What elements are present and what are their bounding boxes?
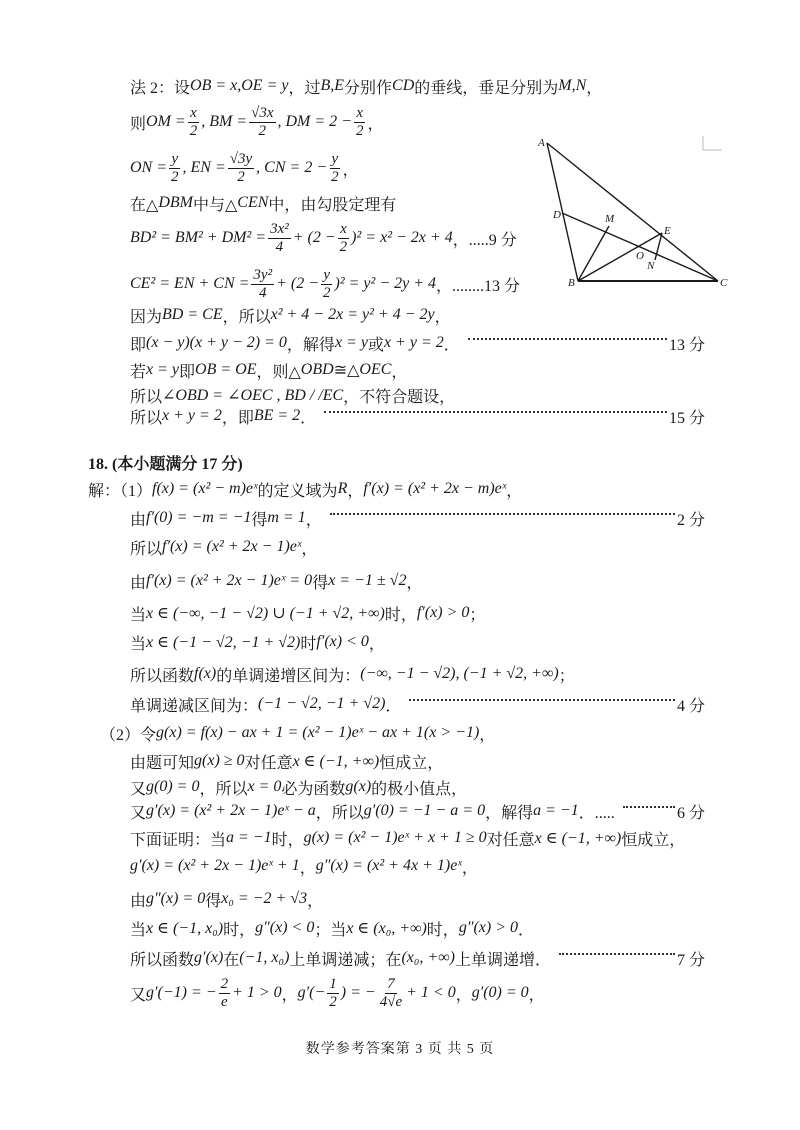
text-run: 18. (本小题满分 17 分) xyxy=(88,455,243,473)
text-run: ， xyxy=(391,363,408,381)
math-expression: BD = CE xyxy=(162,306,223,323)
text-run: 的极小值点， xyxy=(371,780,468,798)
text-run: 由题可知 xyxy=(130,754,195,772)
fraction-denominator: 2 xyxy=(339,238,348,255)
fraction-numerator: x xyxy=(356,104,364,121)
text-run: 当 xyxy=(130,606,147,624)
fraction xyxy=(268,221,291,256)
text-run: ， xyxy=(528,986,545,1004)
math-expression: BD² = BM² + DM² = xyxy=(130,229,267,246)
score-label: 7 分 xyxy=(676,951,705,969)
math-expression: g′(x) = (x² + 2x − 1)eˣ − a xyxy=(146,802,316,819)
text-run: 所以函数 xyxy=(130,667,195,685)
fraction-numerator: √3x xyxy=(251,104,274,121)
text-run: ． xyxy=(443,336,460,354)
text-run: 所以函数 xyxy=(130,951,195,969)
math-expression: g′(−1) = − xyxy=(146,984,217,1001)
label-C: C xyxy=(720,277,728,289)
math-expression: + 1 > 0 xyxy=(232,984,282,1001)
line-text xyxy=(130,855,478,878)
label-O: O xyxy=(636,250,644,262)
text-run: 解：（1） xyxy=(88,482,153,500)
line-text xyxy=(130,405,316,428)
fraction xyxy=(228,151,254,186)
math-expression: g′(x) xyxy=(194,949,224,966)
math-expression: (x − y)(x + y − 2) = 0 xyxy=(146,334,287,351)
solution-line xyxy=(130,973,545,1013)
math-expression: g(x) = f(x) − ax + 1 = (x² − 1)eˣ − ax + 1(x > −1) xyxy=(156,724,480,741)
line-text xyxy=(130,75,602,98)
text-run: 得 xyxy=(251,511,268,529)
math-expression: , EN = xyxy=(182,159,226,176)
text-run: 下面证明：当 xyxy=(130,831,227,849)
fraction xyxy=(329,151,341,186)
text-run: 所以 xyxy=(130,388,163,406)
text-run: ， xyxy=(299,859,316,877)
math-expression: )² = x² − 2x + 4 xyxy=(351,229,453,246)
math-expression: )² = y² − 2y + 4 xyxy=(334,275,437,292)
line-text xyxy=(130,663,575,686)
math-expression: + 1 < 0 xyxy=(406,984,456,1001)
math-expression: (−1 − √2, −1 + √2) xyxy=(258,695,386,712)
text-run: 由 xyxy=(130,511,147,529)
text-run: 又 xyxy=(130,986,147,1004)
math-expression: OBD xyxy=(300,361,334,378)
fraction-numerator: 3x² xyxy=(270,220,289,237)
math-expression: , DM = 2 − xyxy=(277,113,352,130)
text-run: ， xyxy=(455,986,472,1004)
math-expression: a = −1 xyxy=(226,829,272,846)
math-expression: g′(x) = (x² + 2x − 1)eˣ + 1 xyxy=(130,857,300,874)
text-run: ； xyxy=(469,606,486,624)
text-run: ，.....9 分 xyxy=(452,231,517,249)
fraction xyxy=(219,976,231,1011)
label-A: A xyxy=(538,137,545,149)
text-run: 若 xyxy=(130,363,147,381)
math-expression: x ∈ (−1 − √2, −1 + √2) xyxy=(146,634,301,651)
math-expression: m = 1 xyxy=(267,509,306,526)
text-run: 的单调递增区间为： xyxy=(216,667,361,685)
fraction-denominator: 2 xyxy=(189,122,198,139)
text-run: ， xyxy=(479,726,496,744)
dot-leader xyxy=(468,338,667,340)
segment-BE xyxy=(578,233,662,281)
text-run: ≅△ xyxy=(333,362,360,379)
math-expression: R xyxy=(337,480,348,497)
text-run: 上单调递增． xyxy=(454,951,551,969)
text-run: ， xyxy=(461,859,478,877)
text-run: （2）令 xyxy=(100,726,157,744)
text-run: ． xyxy=(300,409,317,427)
line-text xyxy=(130,192,396,215)
text-run: 单调递减区间为： xyxy=(130,697,259,715)
math-expression: ∠OBD = ∠OEC , BD / /EC xyxy=(162,387,344,404)
math-expression: CEN xyxy=(237,194,269,211)
math-expression: x ∈ (−1, +∞) xyxy=(534,830,622,847)
fraction-denominator: 4√e xyxy=(379,993,403,1010)
fraction-denominator: 2 xyxy=(355,122,364,139)
fraction-denominator: 4 xyxy=(275,238,284,255)
text-run: ， xyxy=(367,115,384,133)
label-B: B xyxy=(568,277,575,289)
solution-line xyxy=(130,66,602,106)
solution-line xyxy=(130,148,359,188)
line-text xyxy=(130,917,534,940)
text-run: ，所以 xyxy=(199,780,248,798)
fraction-numerator: 7 xyxy=(387,975,395,992)
text-run: 又 xyxy=(130,804,147,822)
text-run: 因为 xyxy=(130,308,163,326)
score-label: 15 分 xyxy=(668,409,705,427)
line-text xyxy=(130,221,517,256)
label-N: N xyxy=(647,260,655,272)
fraction-denominator: 2 xyxy=(331,168,339,185)
math-expression: , CN = 2 − xyxy=(256,159,328,176)
math-expression: x ∈ (−∞, −1 − √2) ∪ (−1 + √2, +∞) xyxy=(146,605,385,622)
text-run: 法 2：设 xyxy=(130,79,191,97)
math-expression: f′(x) > 0 xyxy=(416,604,470,621)
fraction-numerator: 2 xyxy=(220,975,229,992)
text-run: 在△ xyxy=(130,196,159,214)
text-run: 时， xyxy=(384,606,417,624)
math-expression: g′(0) = −1 − a = 0 xyxy=(363,802,486,819)
score-label: 13 分 xyxy=(668,336,705,354)
text-run: 对任意 xyxy=(244,754,293,772)
math-expression: g(x) ≥ 0 xyxy=(194,752,245,769)
fraction-numerator: y xyxy=(171,150,179,167)
fraction-numerator: y xyxy=(331,150,339,167)
text-run: 当 xyxy=(130,921,147,939)
math-expression: BE = 2 xyxy=(253,407,301,424)
math-expression: M,N xyxy=(558,77,587,94)
math-expression: x = 0 xyxy=(247,778,282,795)
fraction xyxy=(188,105,200,140)
text-run: ，解得 xyxy=(286,336,335,354)
text-run: 由 xyxy=(130,574,147,592)
fraction-denominator: 2 xyxy=(329,993,337,1010)
line-text xyxy=(130,536,317,559)
math-expression: ) = − xyxy=(340,984,376,1001)
math-expression: f′(x) = (x² + 2x − m)eˣ xyxy=(363,480,507,497)
text-run: ， xyxy=(281,986,298,1004)
text-run: ， xyxy=(368,635,385,653)
dot-leader xyxy=(409,699,675,701)
dot-leader xyxy=(559,953,675,955)
math-expression: OEC xyxy=(359,361,392,378)
text-run: 又 xyxy=(130,780,147,798)
text-run: ， xyxy=(342,161,359,179)
math-expression: f(x) xyxy=(194,665,217,682)
text-run: ， xyxy=(347,482,364,500)
score-label: 4 分 xyxy=(676,697,705,715)
text-run: 得 xyxy=(205,892,222,910)
corner-mark xyxy=(703,136,722,150)
line-text xyxy=(130,105,384,140)
math-expression: ON = xyxy=(130,159,168,176)
fraction xyxy=(378,976,404,1011)
text-run: ．..... xyxy=(578,804,615,822)
text-run: 恒成立， xyxy=(379,754,444,772)
solution-line xyxy=(130,218,517,258)
math-expression: g′(− xyxy=(297,984,326,1001)
fraction-denominator: 2 xyxy=(171,168,179,185)
solution-line xyxy=(130,102,384,142)
text-run: ，........13 分 xyxy=(436,277,521,295)
text-run: 时 xyxy=(300,635,317,653)
line-text xyxy=(130,570,422,593)
text-run: ，则△ xyxy=(256,363,301,381)
fraction-denominator: e xyxy=(220,993,228,1010)
text-run: 即 xyxy=(179,363,196,381)
text-run: ，所以 xyxy=(315,804,364,822)
text-run: 在 xyxy=(223,951,240,969)
math-expression: OM = xyxy=(146,113,186,130)
math-expression: , BM = xyxy=(201,113,248,130)
math-expression: g(0) = 0 xyxy=(146,778,200,795)
score-label: 6 分 xyxy=(676,804,705,822)
solution-line xyxy=(130,396,705,436)
text-run: ， xyxy=(305,511,322,529)
math-expression: g″(x) = (x² + 4x + 1)eˣ xyxy=(315,857,462,874)
text-run: 时， xyxy=(271,831,304,849)
text-run: 分别作 xyxy=(344,79,393,97)
dot-leader xyxy=(623,806,675,808)
math-expression: f′(0) = −m = −1 xyxy=(146,509,252,526)
text-run: ， xyxy=(307,892,324,910)
math-expression: B,E xyxy=(320,77,345,94)
text-run: 即 xyxy=(130,336,147,354)
segment-DC xyxy=(562,213,718,281)
math-expression: x + y = 2 xyxy=(383,334,444,351)
solution-line xyxy=(130,183,396,223)
text-run: 的垂线，垂足分别为 xyxy=(414,79,559,97)
text-run: 当 xyxy=(130,635,147,653)
text-run: 中，由勾股定理有 xyxy=(268,196,397,214)
text-run: ，过 xyxy=(288,79,321,97)
text-run: ， xyxy=(434,308,451,326)
text-run: 所以 xyxy=(130,409,163,427)
math-expression: f′(x) = (x² + 2x − 1)eˣ = 0 xyxy=(146,572,313,589)
dot-leader xyxy=(330,513,675,515)
math-expression: f(x) = (x² − m)eˣ xyxy=(152,480,258,497)
text-run: ． xyxy=(385,697,402,715)
text-run: 对任意 xyxy=(486,831,535,849)
text-run: 中与△ xyxy=(192,196,238,214)
text-run: 上单调递减；在 xyxy=(289,951,402,969)
text-run: 或 xyxy=(367,336,384,354)
math-expression: g(x) = (x² − 1)eˣ + x + 1 ≥ 0 xyxy=(303,829,487,846)
text-run: ；当 xyxy=(314,921,347,939)
fraction xyxy=(327,976,339,1011)
math-expression: CE² = EN + CN = xyxy=(130,275,250,292)
math-expression: x ∈ (x₀, +∞) xyxy=(346,920,427,937)
fraction-numerator: y xyxy=(323,266,331,283)
fraction-denominator: 2 xyxy=(258,122,267,139)
fraction-numerator: 1 xyxy=(329,975,337,992)
math-expression: + (2 − xyxy=(276,275,319,292)
solution-line xyxy=(130,938,705,978)
math-expression: x = −1 ± √2 xyxy=(328,572,407,589)
dot-leader xyxy=(324,411,667,413)
fraction-numerator: x xyxy=(190,104,197,121)
text-run: ，解得 xyxy=(485,804,534,822)
fraction xyxy=(338,221,350,256)
math-expression: x₀ = −2 + √3 xyxy=(221,890,308,907)
text-run: 得 xyxy=(312,574,329,592)
math-expression: OB = x,OE = y xyxy=(190,77,289,94)
math-expression: CD xyxy=(392,77,415,94)
fraction xyxy=(169,151,181,186)
text-run: 恒成立， xyxy=(621,831,686,849)
math-expression: x² + 4 − 2x = y² + 4 − 2y xyxy=(270,306,435,323)
line-text xyxy=(130,976,545,1011)
math-expression: x = y xyxy=(146,361,180,378)
math-expression: g″(x) = 0 xyxy=(146,890,206,907)
text-run: ， xyxy=(586,79,603,97)
fraction-denominator: 2 xyxy=(323,284,331,301)
math-expression: f′(x) < 0 xyxy=(316,633,369,650)
math-expression: DBM xyxy=(158,194,193,211)
fraction xyxy=(249,105,275,140)
math-expression: (x₀, +∞) xyxy=(401,949,455,966)
math-expression: + (2 − xyxy=(292,229,336,246)
math-expression: f′(x) = (x² + 2x − 1)eˣ xyxy=(162,538,302,555)
math-expression: g′(0) = 0 xyxy=(471,984,529,1001)
text-run: ， xyxy=(506,482,523,500)
math-expression: g(x) xyxy=(345,778,372,795)
label-E: E xyxy=(664,225,671,237)
fraction-denominator: 2 xyxy=(237,168,245,185)
math-expression: OB = OE xyxy=(195,361,257,378)
label-D: D xyxy=(553,209,561,221)
label-M: M xyxy=(605,213,615,225)
text-run: ，不符合题设， xyxy=(343,388,456,406)
fraction-numerator: √3y xyxy=(229,150,253,167)
page-footer: 数学参考答案第 3 页 共 5 页 xyxy=(305,1042,495,1057)
fraction-denominator: 4 xyxy=(259,284,267,301)
text-run: ，即 xyxy=(221,409,254,427)
text-run: ， xyxy=(406,574,423,592)
text-run: 由 xyxy=(130,892,147,910)
fraction xyxy=(354,105,366,140)
fraction-numerator: 3y² xyxy=(253,266,273,283)
math-expression: (−1, x₀) xyxy=(239,949,290,966)
math-expression: x ∈ (−1, +∞) xyxy=(292,753,380,770)
math-expression: g″(x) < 0 xyxy=(255,919,315,936)
text-run: ， xyxy=(301,540,318,558)
text-run: ； xyxy=(558,667,575,685)
text-run: 的定义域为 xyxy=(257,482,338,500)
line-text xyxy=(130,631,385,654)
text-run: 时， xyxy=(223,921,256,939)
math-expression: x = y xyxy=(334,334,368,351)
math-expression: x + y = 2 xyxy=(162,407,222,424)
math-expression: a = −1 xyxy=(533,802,579,819)
text-run: 必为函数 xyxy=(281,780,346,798)
text-run: ，所以 xyxy=(222,308,271,326)
text-run: 则 xyxy=(130,115,147,133)
line-text xyxy=(130,947,551,970)
text-run: 时， xyxy=(426,921,459,939)
line-text xyxy=(130,151,359,186)
math-expression: (−∞, −1 − √2), (−1 + √2, +∞) xyxy=(360,665,559,682)
score-label: 2 分 xyxy=(676,511,705,529)
text-run: 所以 xyxy=(130,540,163,558)
math-expression: x ∈ (−1, x₀) xyxy=(146,920,224,937)
fraction-numerator: x xyxy=(340,220,347,237)
math-expression: g″(x) > 0 xyxy=(458,919,519,936)
text-run: ． xyxy=(518,921,535,939)
